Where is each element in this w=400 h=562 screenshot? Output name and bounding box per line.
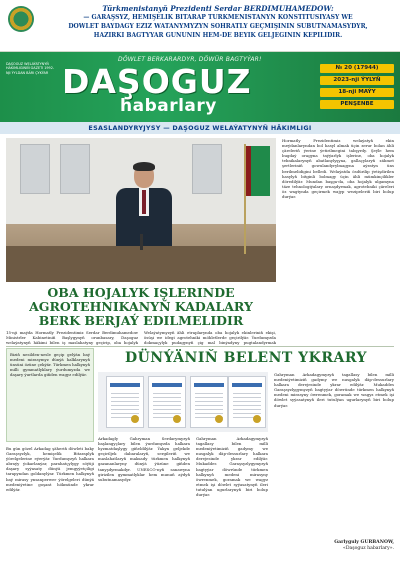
section-article-column: Gahryman Arkadagymyzyň tagallasy bilen milli medeniýetimiziň gadymy we nusgalyk däp-dessurlary halkara derejesinde ykrar edilýär. Mukaddes Garaşsyzlygymyzyň bagtyýar döwründe türkmen halkynyň medeni mirasyny öwrenmek, goramak we wagyz etmek işi döwlet syýasatynyň ileri tutulýan ugurlarynyň biri bolup durýar.	[274, 372, 394, 408]
certificate-image	[228, 376, 266, 428]
lead-article-column: 15-nji maýda Hormatly Prezidentimiz Serdar Berdimuhamedow Ministrler Kabinetiniň Başlygynyň orunbasary, Daşoguz welaýatynyň häkimi bilen iş maslahatyny geçirip, oba hojalyk	[6, 330, 138, 346]
microphone-icon	[140, 234, 143, 250]
section-headline: DÜNÝÄNIŇ BELENT YKRARY	[124, 350, 368, 366]
masthead-tagline: DÖWLET BERKARARDYR, DÖWÜR BAGTYÝAR!	[118, 56, 262, 63]
headline-line: OBA HOJALYK IŞLERINDE	[47, 285, 235, 300]
certificate-image	[106, 376, 144, 428]
certificate-image	[190, 376, 228, 428]
section-article-column: Bu gün gözel Arkadag şäheriň döwleti baky Garaşsyzlyk, hemişelik Bitaraplyk ýörelgelerine eýerýär. Ýurdumyzyň halkara abraýy ýokarlanýar, parahatçylygy söýüji daşary syýasaty dünýä jemgyýetçiligi tarapyndan goldanylýar. Türkmen halkynyň baý mirasy ynsanperwer ýörelgeleri dünýä medeniýetine goşant hökmünde ykrar edilýär.	[6, 446, 94, 492]
header-quote-line: HÄZIRKI BAGTYÝAR GÜNÜNIŇ HEM-DE BEÝIK GELJEGINIŇ KEPILIDIR.	[93, 32, 343, 39]
author-name: Garlyguly GURBANOW,	[334, 540, 394, 545]
header-quote-author: Türkmenistanyň Prezidenti Serdar BERDIMUHAMEDOW:	[102, 4, 334, 13]
header-quote-line: — GARAŞSYZ, HEMIŞELIK BITARAP TÜRKMENISTANYŇ KONSTITUSIÝASY WE	[83, 14, 353, 21]
newspaper-title: DAŞOGUZ	[62, 62, 252, 101]
issue-number: № 20 (17944)	[320, 64, 394, 73]
issue-info	[320, 64, 394, 112]
state-emblem-icon	[8, 6, 34, 32]
national-flag-icon	[246, 146, 270, 196]
sidebar-text: Biziň nesilden-nesle geçip gelýän baý medeni mirasymyz dünýä halklarynyň ünsüni özüne çekýär. Türkmen halkynyň milli gymmatlyklary ýurdumyzda we daşary ýurtlarda giňden wagyz edilýär.	[10, 352, 90, 378]
masthead-note: DAŞOGUZ WELAÝATYNYŇ HÄKIMLIGINIŇ GAZETI 1992-NJI ÝYLDAN BÄRI ÇYKÝAR	[6, 62, 55, 75]
header-banner	[0, 0, 400, 52]
issue-year: 2023-nji ÝYLYŇ	[320, 76, 394, 85]
sidebar-box	[6, 348, 94, 442]
masthead	[0, 52, 400, 122]
headline-line: BERK BERJAÝ EDILMELIDIR	[38, 313, 244, 328]
newspaper-subtitle: habarlary	[120, 96, 217, 116]
founder-bar: ESASLANDYRYJYSY — DAŞOGUZ WELAÝATYNYŇ HÄKIMLIGI	[0, 122, 400, 134]
lead-article-column: Welaýatymyzyň ähli etraplarynda oba hojalyk ekinleriniň ekişi, ösüşi we idegi agrotehniki möhletlerde geçirilýär. Ýurdumyzda dokmaçylyk pudagynyň çig mal binýadyny pugtalandyrmak	[144, 330, 276, 346]
section-article-column: Arkadagly Gahryman Serdarymyzyň başlangyçlary bilen ýurdumyzda halkara hyzmatdaşlygy giňeldilýär. Ýakyn geljekde geçiriljek dabaralaryň, sergileriň we maslahatlaryň maksady türkmen halkynyň gazananlaryny dünýä ýüzüne giňden tanyşdyrmakdyr. UNESCO-nyň sanawyna girizilen gymmatlyklar hem munuň aýdyň subutnamasydyr.	[98, 436, 190, 482]
lead-photo	[6, 138, 276, 282]
issue-date: 18-nji MAÝY	[320, 88, 394, 97]
certificates-photo	[98, 372, 268, 432]
lead-article-right-column: Hormatly Prezidentimiz welaýatyň ekin meýdanlaryndan bol hasyl almak üçin zerur bolan ähli çäreleriň ýerine ýetirilmegini tabşyrdy. Şeýle hem bugdaý oragyna taýýarlyk işlerine, oba hojalyk tehnikalarynyň abatlanylyşyna, gallaçylaryň zähmet şertleriniň gowulandyrylmagyna aýratyn üns berilmelidigini belledi. Welaýatda ösdürilip ýetişdirilen hasylyň bitginli bolmagy üçin ähli mümkinçilikler döredilýär. Mundan başga-da, oba hojalyk ulgamyna täze tehnologiýalary ornaşdyrmak, agrotehniki çäreleri öz wagtynda geçirmek wajyp wezipeleriň biri bolup durýar.	[282, 138, 394, 200]
section-article-column: Gahryman Arkadagymyzyň tagallasy bilen milli medeniýetimiziň gadymy we nusgalyk däp-dessurlary halkara derejesinde ykrar edilýär. Mukaddes Garaşsyzlygymyzyň bagtyýar döwründe türkmen halkynyň medeni mirasyny öwrenmek, goramak we wagyz etmek işi döwlet syýasatynyň ileri tutulýan ugurlarynyň biri bolup durýar.	[196, 436, 268, 498]
headline-line: AGROTEHNIKANYŇ KADALARY	[29, 299, 253, 314]
author-org: «Daşoguz habarlary».	[343, 546, 394, 551]
certificate-image	[148, 376, 186, 428]
lead-headline	[6, 286, 276, 328]
issue-weekday: PENŞENBE	[320, 100, 394, 109]
header-quote-line: DÖWLET BAÝDAGY EZIZ WATANYMYZYŇ SÖHRATLY GEÇMIŞINIŇ SUBUTNAMASYDYR,	[68, 23, 368, 30]
article-author	[334, 540, 394, 552]
section-divider	[6, 346, 394, 347]
